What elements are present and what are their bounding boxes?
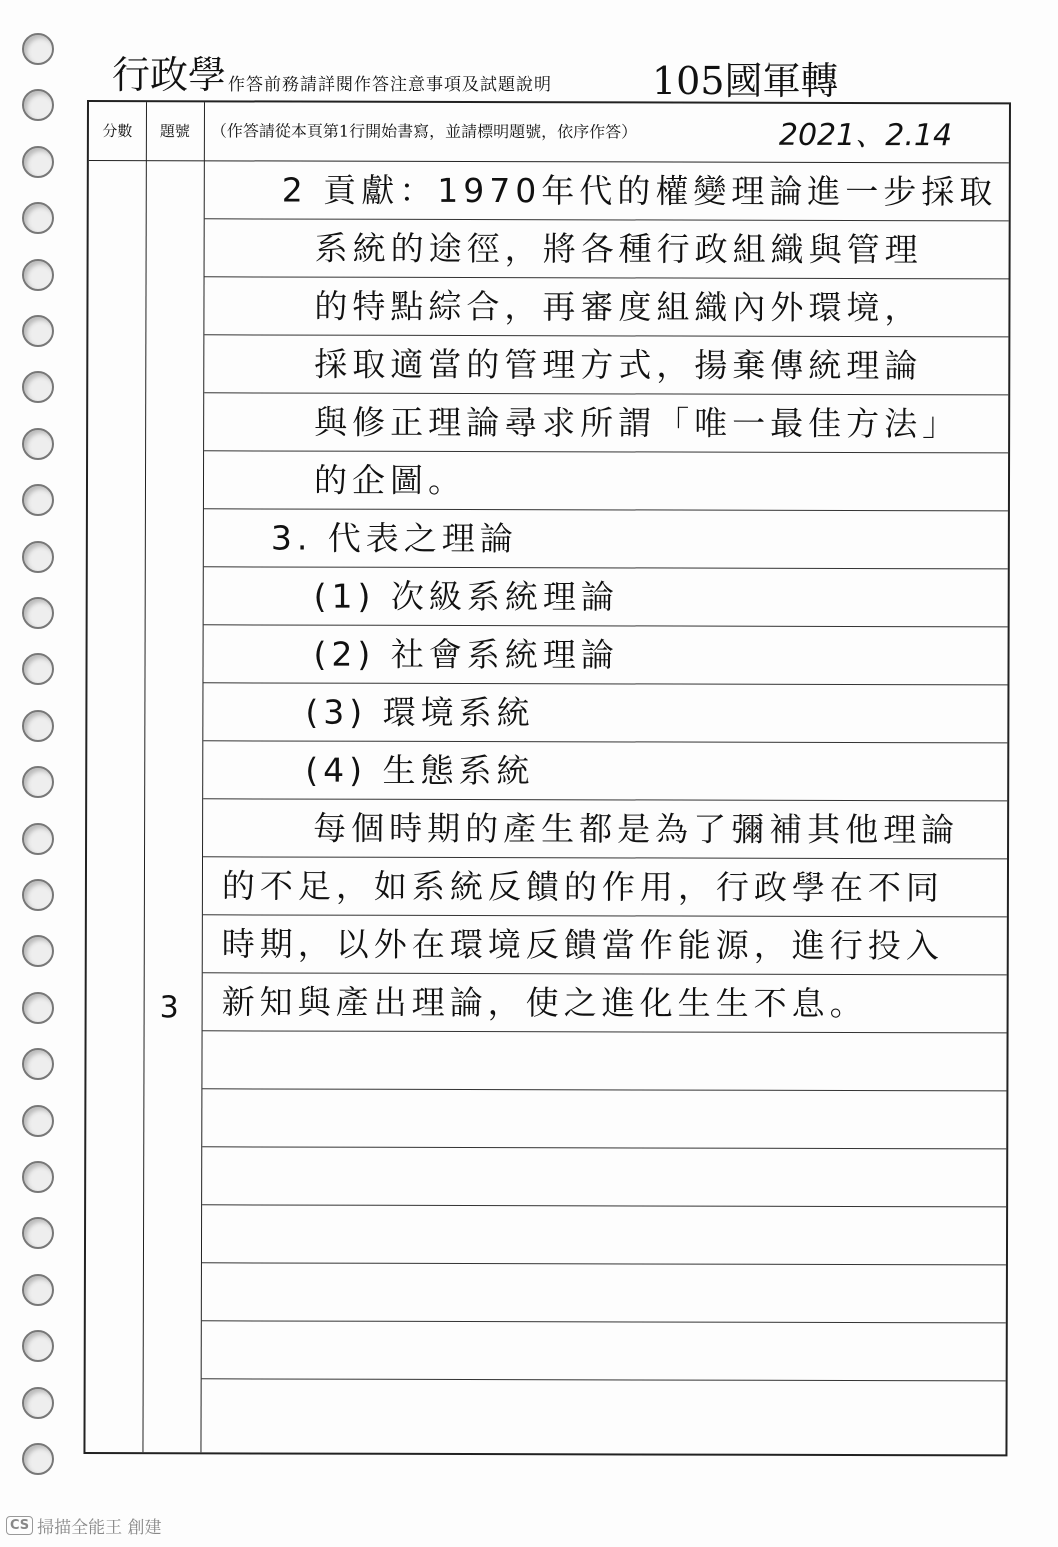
- answer-line: 採取適當的管理方式，揚棄傳統理論: [314, 344, 923, 386]
- ruled-line: [204, 566, 1008, 569]
- ruled-line: [202, 1204, 1006, 1207]
- ruled-line: [203, 740, 1007, 743]
- ruled-line: [202, 1146, 1006, 1149]
- answer-line: (4) 生態系統: [305, 750, 535, 791]
- answer-line: (1) 次級系統理論: [313, 576, 619, 617]
- binder-hole: [22, 428, 54, 460]
- answer-line: 每個時期的產生都是為了彌補其他理論: [313, 808, 960, 850]
- subject-title: 行政學: [112, 53, 227, 97]
- ruled-line: [203, 914, 1007, 917]
- ruled-line: [203, 798, 1007, 801]
- binder-hole: [22, 1217, 54, 1249]
- exam-name: 105國軍轉: [652, 59, 839, 103]
- answer-line: 的企圖。: [313, 460, 467, 500]
- binder-hole: [22, 89, 54, 121]
- ruled-line: [203, 1030, 1007, 1033]
- scanner-watermark: [6, 1513, 162, 1538]
- header-divider: [89, 160, 1009, 163]
- ruled-line: [204, 334, 1008, 337]
- binder-hole: [22, 1443, 54, 1475]
- binder-hole: [22, 484, 54, 516]
- ruled-line: [204, 508, 1008, 511]
- score-header: 分數: [102, 122, 133, 141]
- question-number: 3: [159, 990, 179, 1026]
- binder-hole: [22, 992, 54, 1024]
- answer-sheet: [83, 100, 1011, 1456]
- ruled-line: [202, 1320, 1006, 1323]
- watermark-text: 掃描全能王 創建: [37, 1518, 162, 1538]
- answer-line: 時期，以外在環境反饋當作能源，進行投入: [221, 924, 944, 966]
- binder-hole: [22, 202, 54, 234]
- answer-line: (3) 環境系統: [305, 692, 535, 733]
- ruled-line: [204, 624, 1008, 627]
- ruled-line: [205, 276, 1009, 279]
- question-number-column: [142, 102, 205, 1452]
- binder-hole: [22, 653, 54, 685]
- answer-line: 新知與產出理論，使之進化生生不息。: [221, 982, 868, 1024]
- score-column: [85, 102, 147, 1452]
- binder-hole: [22, 33, 54, 65]
- binder-hole: [22, 710, 54, 742]
- date: 2021、2.14: [778, 117, 953, 154]
- answer-line: 系統的途徑，將各種行政組織與管理: [314, 228, 923, 270]
- watermark-badge: CS: [6, 1516, 33, 1535]
- printed-instructions: 作答前務請詳閱作答注意事項及試題說明: [228, 75, 552, 95]
- binder-hole: [22, 1387, 54, 1419]
- answer-line: (2) 社會系統理論: [313, 634, 619, 675]
- ruled-line: [202, 1262, 1006, 1265]
- binder-hole: [22, 1161, 54, 1193]
- answer-line: 的不足，如系統反饋的作用，行政學在不同: [221, 866, 944, 908]
- ruled-line: [205, 218, 1009, 221]
- answer-line: 2 貢獻：1970年代的權變理論進一步採取: [281, 170, 998, 212]
- answer-line: 與修正理論尋求所謂「唯一最佳方法」: [314, 402, 961, 444]
- ruled-line: [203, 682, 1007, 685]
- binder-hole: [22, 1048, 54, 1080]
- binder-hole: [22, 1274, 54, 1306]
- ruled-line: [202, 1378, 1006, 1381]
- binder-hole: [22, 1330, 54, 1362]
- ruled-line: [204, 392, 1008, 395]
- binder-hole: [22, 935, 54, 967]
- ruled-line: [203, 972, 1007, 975]
- answer-line: 的特點綜合，再審度組織內外環境，: [314, 286, 923, 328]
- answer-line: 3. 代表之理論: [270, 518, 518, 559]
- binder-hole: [22, 879, 54, 911]
- binder-hole: [22, 541, 54, 573]
- ruled-line: [202, 1088, 1006, 1091]
- binder-hole: [22, 146, 54, 178]
- answer-instructions: （作答請從本頁第1行開始書寫，並請標明題號，依序作答）: [210, 121, 638, 142]
- binder-hole: [22, 1105, 54, 1137]
- binder-hole: [22, 823, 54, 855]
- binder-hole: [22, 597, 54, 629]
- ruled-line: [204, 450, 1008, 453]
- question-number-header: 題號: [159, 122, 190, 141]
- binder-hole: [22, 315, 54, 347]
- binder-hole: [22, 259, 54, 291]
- binder-hole: [22, 371, 54, 403]
- binder-hole: [22, 766, 54, 798]
- ruled-line: [203, 856, 1007, 859]
